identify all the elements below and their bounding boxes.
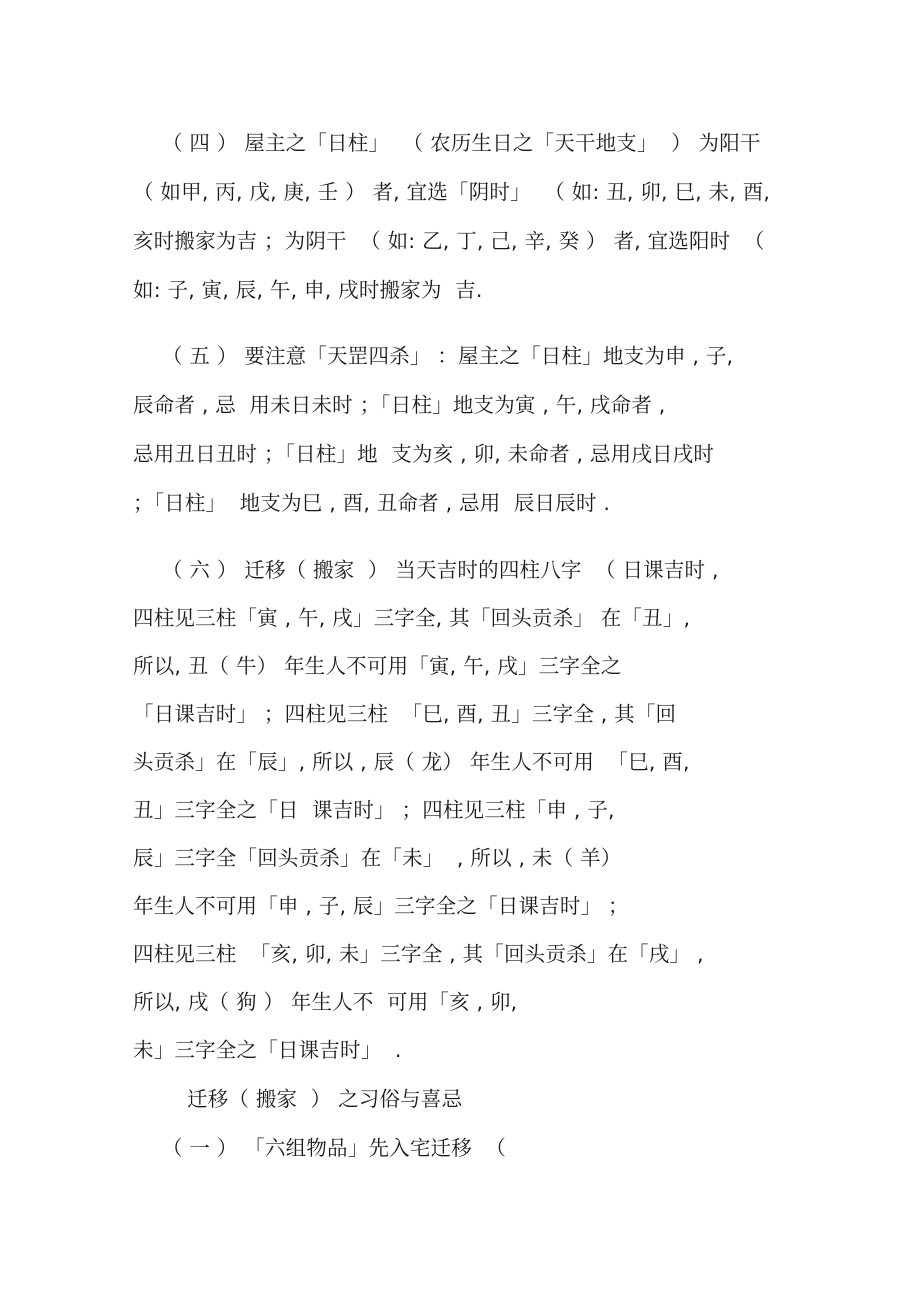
para-6-line-3: 所以, 丑（ 牛） 年生人不可用「寅, 午, 戌」三字全之 — [133, 654, 622, 678]
para-5-line-1: （ 五 ） 要注意「天罡四杀」 ：屋主之「日柱」地支为申 , 子, — [162, 344, 734, 368]
para-4-line-4: 如: 子, 寅, 辰, 午, 申, 戌时搬家为 吉. — [133, 278, 483, 302]
para-6-line-9: 四柱见三柱 「亥, 卯, 未」三字全 , 其「回头贡杀」在「戌」 , — [133, 942, 704, 966]
para-6-line-8: 年生人不可用「申 , 子, 辰」三字全之「日课吉时」 ； — [133, 894, 629, 918]
para-6-line-10: 所以, 戌（ 狗 ） 年生人不 可用「亥 , 卯, — [133, 990, 518, 1014]
item-1-line-1: （ 一 ） 「六组物品」先入宅迁移 （ — [162, 1136, 507, 1160]
para-6-line-4: 「日课吉时」 ；四柱见三柱 「巳, 酉, 丑」三字全 , 其「回 — [133, 702, 677, 726]
para-6-line-1: （ 六 ） 迁移（ 搬家 ） 当天吉时的四柱八字 （ 日课吉时 , — [162, 558, 719, 582]
para-6-line-6: 丑」三字全之「日 课吉时」 ；四柱见三柱「申 , 子, — [133, 798, 615, 822]
para-4-line-1: （ 四 ） 屋主之「日柱」 （ 农历生日之「天干地支」 ） 为阳干 — [162, 131, 761, 155]
para-4-line-2: （ 如甲, 丙, 戊, 庚, 壬 ） 者, 宜选「阴时」 （ 如: 丑, 卯, 巳, 未, 酉, — [133, 180, 771, 204]
section-heading: 迁移（ 搬家 ） 之习俗与喜忌 — [187, 1087, 463, 1111]
para-5-line-3: 忌用丑日丑时 ；「日柱」地 支为亥 , 卯, 未命者 , 忌用戌日戌时 — [133, 442, 715, 466]
para-5-line-4: ；「日柱」 地支为巳 , 酉, 丑命者 , 忌用 辰日辰时 . — [133, 491, 611, 515]
para-5-line-2: 辰命者 , 忌 用未日未时 ；「日柱」地支为寅 , 午, 戌命者 , — [133, 393, 666, 417]
para-6-line-11: 未」三字全之「日课吉时」 . — [133, 1038, 402, 1062]
para-6-line-7: 辰」三字全「回头贡杀」在「未」 , 所以 , 未（ 羊） — [133, 846, 622, 870]
para-4-line-3: 亥时搬家为吉 ；为阴干 （ 如: 乙, 丁, 己, 辛, 癸 ） 者, 宜选阳时 （ — [133, 229, 765, 253]
para-6-line-2: 四柱见三柱「寅 , 午, 戌」三字全, 其「回头贡杀」 在「丑」, — [133, 606, 691, 630]
para-6-line-5: 头贡杀」在「辰」, 所以 , 辰（ 龙） 年生人不可用 「巳, 酉, — [133, 750, 690, 774]
